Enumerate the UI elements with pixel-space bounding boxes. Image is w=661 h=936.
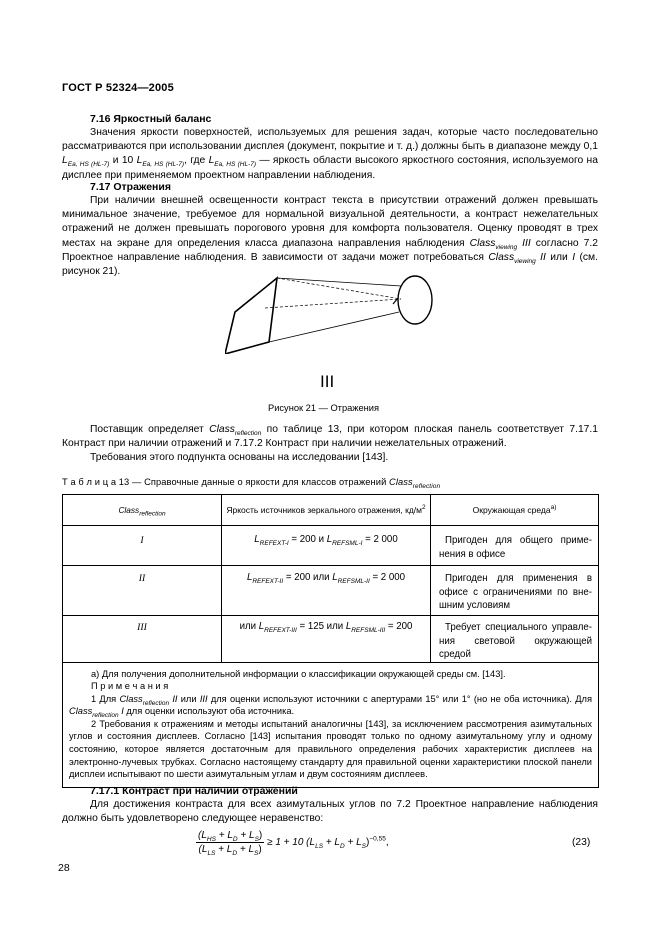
cell-luminance: или $L_{REFEXT-III} = 125$ или $L_{REFSML-III} = 200$ (222, 616, 431, 663)
note-1: 1 Для Class$_{reflection}$ II или III для оценки используют источники с апертурами 15° или 1° (но не оба источника). Для Class$_{reflection}$ I для оценки используют оба источника. (69, 693, 593, 720)
eye-mark (393, 298, 398, 304)
table-row (63, 566, 599, 616)
eye-ellipse (398, 276, 432, 324)
table-footnotes-row (63, 662, 599, 787)
figure-label: III (320, 372, 335, 391)
document-header: ГОСТ Р 52324—2005 (62, 82, 174, 94)
notes-title: П р и м е ч а н и я (91, 681, 169, 692)
sight-line-top (277, 278, 401, 286)
formula-23 (196, 830, 389, 855)
display-panel-shape (225, 278, 277, 354)
table-header-row (63, 495, 599, 526)
section-7-16-title: 7.16 Яркостный баланс (90, 113, 212, 125)
cell-environment: Требует специального управления световой окружающей средой (431, 616, 599, 663)
formula-fraction (196, 830, 264, 855)
section-7-17-1-title: 7.17.1 Контраст при наличии отражений (90, 785, 298, 797)
section-7-17-text: При наличии внешней освещенности контраст текста в присутствии отражений должен превышать минимальное значение, требуемое для нормальной визуальной деятельности, а контраст нежелательных отражений не должен превышать порогового уровня для комфорта пользователя. Оценку проводят в трех местах на экране для определения класса диапазона направления наблюдения Class$_{viewing}$ III согласно 7.2 Проектное направление наблюдения. В зависимости от задачи может потребоваться Class$_{viewing}$ II или I (см. рисунок 21). (62, 195, 598, 278)
cell-environment: Пригоден для общего применения в офисе (431, 526, 599, 566)
cell-class: II (63, 566, 222, 616)
supplier-paragraph: Поставщик определяет Class$_{reflection}$ по таблице 13, при котором плоская панель соответствует 7.17.1 Контраст при наличии отражений и 7.17.2 Контраст при наличии нежелательных отражений. Требования этого подпункта основаны на исследовании [143]. (62, 424, 598, 464)
table-13 (62, 494, 599, 788)
section-7-17-1-text: Для достижения контраста для всех азимутальных углов по 7.2 Проектное направление наблюдения должно быть удовлетворено следующее неравенство: (62, 799, 598, 825)
reflection-line-1 (277, 278, 401, 299)
table-footnotes (63, 662, 599, 787)
cell-class: I (63, 526, 222, 566)
header-luminance: Яркость источников зеркального отражения, $кд/м^2$ (222, 495, 431, 526)
section-7-16-text: Значения яркости поверхностей, используемых для решения задач, которые часто последовательно рассматриваются при использовании дисплея (документ, покрытие и т. д.) должны быть в диапазоне между 0,1 $L_{Ea, HS (HL-7)}$ и 10 $L_{Ea, HS (HL-7)}$, где $L_{Ea, HS (HL-7)}$ — яркость области высокого яркостного состояния, используемого на дисплее при применяемом проектном направлении наблюдения. (62, 127, 598, 181)
header-class: Class$_{reflection}$ (63, 495, 222, 526)
table-row (63, 616, 599, 663)
figure-caption: Рисунок 21 — Отражения (268, 403, 380, 413)
note-2: 2 Требования к отражениям и методы испытаний аналогичны [143], за исключением рассмотрения азимутальных углов и состояния дисплеев. Согласно [143] испытания проводят только по одному азимутальному углу и одному состоянию, которое является достаточным для правильного определения рабочих характеристик дисплеев на электронно-лучевых трубках. Согласно настоящему стандарту для правильной оценки характеристики плоской панели дисплеи испытывают по шести азимутальным углам и двум состояниям дисплеев. (69, 718, 592, 780)
reflection-figure (225, 272, 440, 354)
footnote-a: а) Для получения дополнительной информации о классификации окружающей среды см. [143]. (91, 668, 506, 679)
section-7-17-title: 7.17 Отражения (90, 181, 171, 193)
formula-rhs: ≥ 1 + 10 $(L_{LS} + L_D + L_S)^{-0,55}$, (267, 835, 389, 850)
reflection-line-2 (265, 299, 401, 308)
table-13-title: Т а б л и ц а 13 — Справочные данные о яркости для классов отражений Class$_{reflection}$ (62, 477, 441, 490)
cell-luminance: $L_{REFEXT-II} = 200$ или $L_{REFSML-II} = 2$ 000 (222, 566, 431, 616)
formula-numerator: $(L_{HS} + L_D + L_S)$ (198, 830, 263, 843)
cell-class: III (63, 616, 222, 663)
header-environment: Окружающая среда$^{а)}$ (431, 495, 599, 526)
formula-number: (23) (572, 837, 591, 848)
table-row (63, 526, 599, 566)
cell-environment: Пригоден для применения в офисе с ограничениями по внешним условиям (431, 566, 599, 616)
sight-line-bottom (269, 312, 399, 342)
formula-denominator: $(L_{LS} + L_D + L_S)$ (198, 844, 262, 857)
cell-luminance: $L_{REFEXT-I} = 200$ и $L_{REFSML-I} = 2$ 000 (222, 526, 431, 566)
page-number: 28 (58, 862, 70, 874)
